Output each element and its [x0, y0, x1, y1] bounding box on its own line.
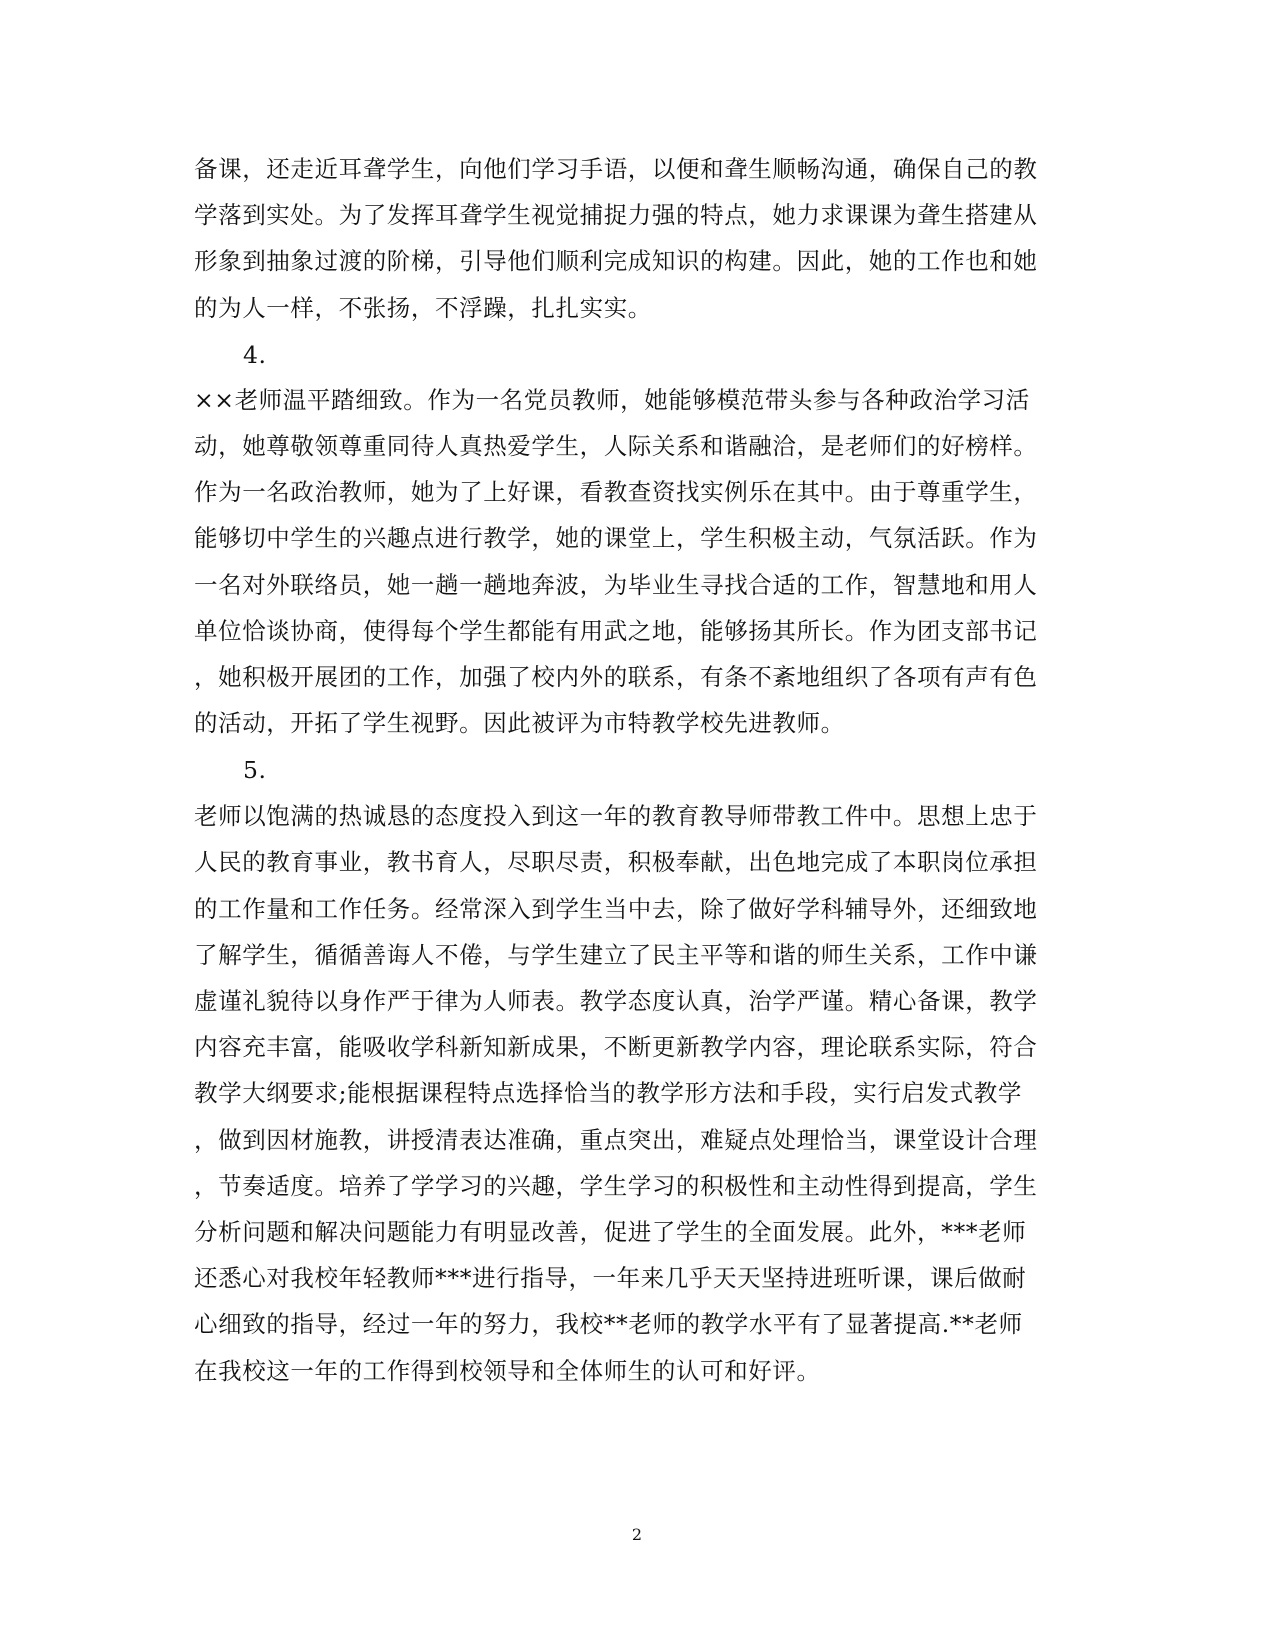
section-number: 5.	[243, 756, 267, 784]
paragraph-line: 学落到实处。为了发挥耳聋学生视觉捕捉力强的特点，她力求课课为聋生搭建从	[194, 201, 1038, 229]
paragraph-line: 了解学生，循循善诲人不倦，与学生建立了民主平等和谐的师生关系，工作中谦	[194, 941, 1038, 969]
paragraph-line: 作为一名政治教师，她为了上好课，看教查资找实例乐在其中。由于尊重学生，	[194, 478, 1038, 506]
page-number: 2	[631, 1525, 643, 1544]
paragraph-line: 单位恰谈协商，使得每个学生都能有用武之地，能够扬其所长。作为团支部书记	[194, 617, 1038, 645]
paragraph-line: ××老师温平踏细致。作为一名党员教师，她能够模范带头参与各种政治学习活	[194, 386, 1030, 414]
paragraph-line: 虚谨礼貌待以身作严于律为人师表。教学态度认真，治学严谨。精心备课，教学	[194, 987, 1038, 1015]
section-number: 4.	[243, 341, 267, 369]
paragraph-line: 在我校这一年的工作得到校领导和全体师生的认可和好评。	[194, 1357, 821, 1385]
paragraph-line: 教学大纲要求;能根据课程特点选择恰当的教学形方法和手段，实行启发式教学	[194, 1079, 1022, 1107]
paragraph-line: 人民的教育事业，教书育人，尽职尽责，积极奉献，出色地完成了本职岗位承担	[194, 848, 1038, 876]
paragraph-line: 备课，还走近耳聋学生，向他们学习手语，以便和聋生顺畅沟通，确保自己的教	[194, 155, 1038, 183]
paragraph-line: 一名对外联络员，她一趟一趟地奔波，为毕业生寻找合适的工作，智慧地和用人	[194, 571, 1038, 599]
paragraph-line: 能够切中学生的兴趣点进行教学，她的课堂上，学生积极主动，气氛活跃。作为	[194, 524, 1038, 552]
paragraph-line: ，她积极开展团的工作，加强了校内外的联系，有条不紊地组织了各项有声有色	[194, 663, 1038, 691]
paragraph-line: 的活动，开拓了学生视野。因此被评为市特教学校先进教师。	[194, 709, 845, 737]
paragraph-line: 形象到抽象过渡的阶梯，引导他们顺利完成知识的构建。因此，她的工作也和她	[194, 247, 1038, 275]
paragraph-line: ，做到因材施教，讲授清表达准确，重点突出，难疑点处理恰当，课堂设计合理	[194, 1126, 1038, 1154]
paragraph-line: 动，她尊敬领尊重同待人真热爱学生，人际关系和谐融洽，是老师们的好榜样。	[194, 432, 1038, 460]
paragraph-line: 还悉心对我校年轻教师***进行指导，一年来几乎天天坚持进班听课，课后做耐	[194, 1264, 1027, 1292]
paragraph-line: 老师以饱满的热诚恳的态度投入到这一年的教育教导师带教工件中。思想上忠于	[194, 802, 1038, 830]
paragraph-line: 的为人一样，不张扬，不浮躁，扎扎实实。	[194, 294, 652, 322]
paragraph-line: ，节奏适度。培养了学学习的兴趣，学生学习的积极性和主动性得到提高，学生	[194, 1172, 1038, 1200]
paragraph-line: 分析问题和解决问题能力有明显改善，促进了学生的全面发展。此外，***老师	[194, 1218, 1027, 1246]
paragraph-line: 心细致的指导，经过一年的努力，我校**老师的教学水平有了显著提高.**老师	[194, 1310, 1023, 1338]
paragraph-line: 的工作量和工作任务。经常深入到学生当中去，除了做好学科辅导外，还细致地	[194, 895, 1038, 923]
paragraph-line: 内容充丰富，能吸收学科新知新成果，不断更新教学内容，理论联系实际，符合	[194, 1033, 1038, 1061]
